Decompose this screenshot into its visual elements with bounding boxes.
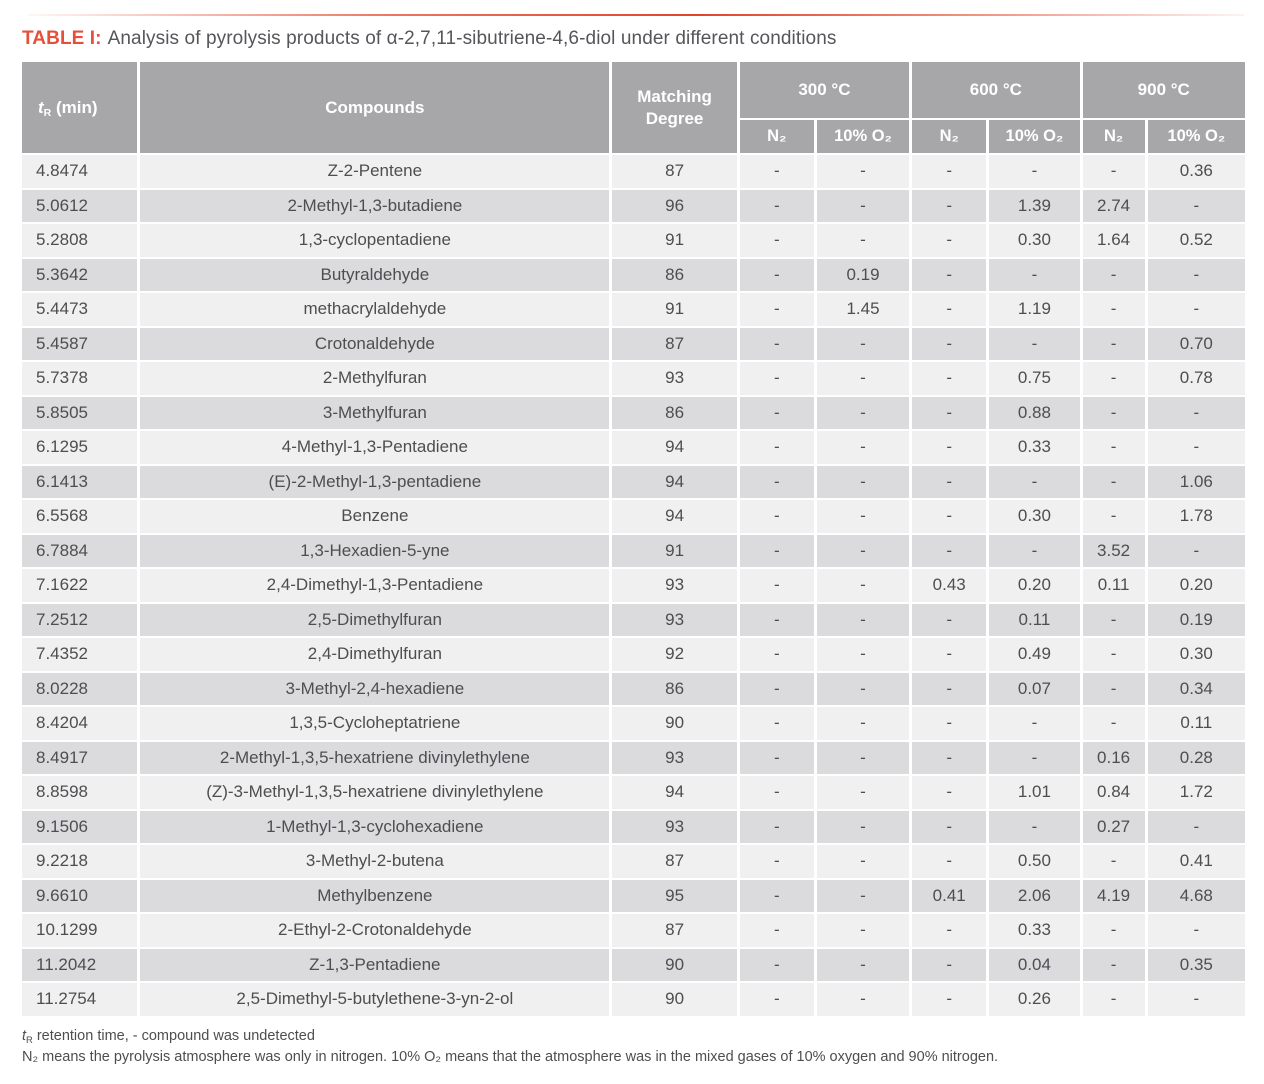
value-900-n2-cell: - — [1083, 707, 1145, 740]
value-600-o2-cell: 0.49 — [989, 638, 1079, 671]
value-600-o2-cell: - — [989, 328, 1079, 361]
value-600-n2-cell: - — [912, 397, 986, 430]
value-600-o2-cell: 0.30 — [989, 224, 1079, 257]
value-600-o2-cell: - — [989, 155, 1079, 188]
value-600-n2-cell: - — [912, 431, 986, 464]
value-600-o2-cell: - — [989, 259, 1079, 292]
value-600-o2-cell: 0.07 — [989, 673, 1079, 706]
header-temp-900c: 900 °C — [1083, 62, 1245, 118]
value-900-n2-cell: 4.19 — [1083, 880, 1145, 913]
value-300-o2-cell: - — [817, 707, 909, 740]
value-600-n2-cell: - — [912, 155, 986, 188]
compound-cell: 1,3-Hexadien-5-yne — [140, 535, 609, 568]
value-300-o2-cell: - — [817, 431, 909, 464]
value-300-n2-cell: - — [740, 466, 814, 499]
value-600-n2-cell: - — [912, 914, 986, 947]
value-900-n2-cell: - — [1083, 293, 1145, 326]
matching-degree-cell: 90 — [612, 707, 736, 740]
table-row — [22, 500, 1245, 533]
header-tr-unit: (min) — [51, 97, 98, 117]
compound-cell: Benzene — [140, 500, 609, 533]
header-matching-degree: Matching Degree — [612, 62, 736, 153]
value-300-o2-cell: 0.19 — [817, 259, 909, 292]
matching-degree-cell: 91 — [612, 224, 736, 257]
value-900-n2-cell: - — [1083, 328, 1145, 361]
value-300-n2-cell: - — [740, 983, 814, 1016]
value-300-n2-cell: - — [740, 638, 814, 671]
value-600-n2-cell: - — [912, 638, 986, 671]
value-600-n2-cell: - — [912, 742, 986, 775]
compound-cell: 2,5-Dimethylfuran — [140, 604, 609, 637]
value-600-n2-cell: - — [912, 328, 986, 361]
value-600-o2-cell: 0.50 — [989, 845, 1079, 878]
value-300-n2-cell: - — [740, 190, 814, 223]
table-row — [22, 466, 1245, 499]
retention-time-cell: 7.1622 — [22, 569, 137, 602]
matching-degree-cell: 93 — [612, 362, 736, 395]
compound-cell: Crotonaldehyde — [140, 328, 609, 361]
matching-degree-cell: 87 — [612, 328, 736, 361]
value-900-o2-cell: 1.06 — [1148, 466, 1245, 499]
compound-cell: 1-Methyl-1,3-cyclohexadiene — [140, 811, 609, 844]
value-900-n2-cell: 2.74 — [1083, 190, 1145, 223]
value-900-n2-cell: - — [1083, 397, 1145, 430]
retention-time-cell: 4.8474 — [22, 155, 137, 188]
value-900-o2-cell: 0.41 — [1148, 845, 1245, 878]
retention-time-cell: 6.7884 — [22, 535, 137, 568]
value-300-o2-cell: - — [817, 983, 909, 1016]
retention-time-cell: 5.4587 — [22, 328, 137, 361]
value-600-n2-cell: - — [912, 535, 986, 568]
value-900-n2-cell: 0.27 — [1083, 811, 1145, 844]
value-900-n2-cell: - — [1083, 259, 1145, 292]
value-300-o2-cell: - — [817, 397, 909, 430]
value-300-n2-cell: - — [740, 569, 814, 602]
compound-cell: 3-Methyl-2,4-hexadiene — [140, 673, 609, 706]
value-900-o2-cell: 0.70 — [1148, 328, 1245, 361]
compound-cell: 1,3-cyclopentadiene — [140, 224, 609, 257]
value-300-o2-cell: - — [817, 880, 909, 913]
value-900-o2-cell: 0.78 — [1148, 362, 1245, 395]
table-row — [22, 811, 1245, 844]
value-600-n2-cell: - — [912, 673, 986, 706]
value-600-o2-cell: 0.33 — [989, 431, 1079, 464]
compound-cell: 2-Methyl-1,3-butadiene — [140, 190, 609, 223]
header-retention-time — [22, 62, 137, 153]
matching-degree-cell: 90 — [612, 949, 736, 982]
value-300-n2-cell: - — [740, 155, 814, 188]
value-900-n2-cell: - — [1083, 845, 1145, 878]
table-row — [22, 362, 1245, 395]
matching-degree-cell: 87 — [612, 845, 736, 878]
value-900-n2-cell: - — [1083, 949, 1145, 982]
value-900-o2-cell: 4.68 — [1148, 880, 1245, 913]
compound-cell: 4-Methyl-1,3-Pentadiene — [140, 431, 609, 464]
value-300-n2-cell: - — [740, 949, 814, 982]
value-300-o2-cell: - — [817, 638, 909, 671]
compound-cell: 2,5-Dimethyl-5-butylethene-3-yn-2-ol — [140, 983, 609, 1016]
value-600-o2-cell: - — [989, 535, 1079, 568]
value-900-o2-cell: 0.34 — [1148, 673, 1245, 706]
table-row — [22, 604, 1245, 637]
value-600-o2-cell: 1.39 — [989, 190, 1079, 223]
retention-time-cell: 11.2754 — [22, 983, 137, 1016]
retention-time-cell: 8.4917 — [22, 742, 137, 775]
retention-time-cell: 6.5568 — [22, 500, 137, 533]
value-900-o2-cell: 0.19 — [1148, 604, 1245, 637]
value-600-n2-cell: - — [912, 293, 986, 326]
value-600-o2-cell: 1.01 — [989, 776, 1079, 809]
value-600-n2-cell: - — [912, 845, 986, 878]
value-600-n2-cell: - — [912, 604, 986, 637]
value-900-n2-cell: 0.11 — [1083, 569, 1145, 602]
compound-cell: 2,4-Dimethyl-1,3-Pentadiene — [140, 569, 609, 602]
value-600-o2-cell: - — [989, 742, 1079, 775]
retention-time-cell: 9.6610 — [22, 880, 137, 913]
value-300-o2-cell: - — [817, 949, 909, 982]
value-600-n2-cell: - — [912, 190, 986, 223]
retention-time-cell: 5.0612 — [22, 190, 137, 223]
compound-cell: Z-1,3-Pentadiene — [140, 949, 609, 982]
matching-degree-cell: 93 — [612, 811, 736, 844]
table-row — [22, 259, 1245, 292]
value-300-o2-cell: - — [817, 224, 909, 257]
value-900-o2-cell: 0.52 — [1148, 224, 1245, 257]
value-300-o2-cell: - — [817, 466, 909, 499]
value-900-n2-cell: - — [1083, 500, 1145, 533]
value-300-n2-cell: - — [740, 845, 814, 878]
value-900-o2-cell: - — [1148, 293, 1245, 326]
header-compounds: Compounds — [140, 62, 609, 153]
value-600-o2-cell: 2.06 — [989, 880, 1079, 913]
value-900-o2-cell: - — [1148, 259, 1245, 292]
matching-degree-cell: 94 — [612, 466, 736, 499]
value-600-n2-cell: 0.43 — [912, 569, 986, 602]
compound-cell: 1,3,5-Cycloheptatriene — [140, 707, 609, 740]
matching-degree-cell: 86 — [612, 259, 736, 292]
table-row — [22, 569, 1245, 602]
value-300-o2-cell: - — [817, 362, 909, 395]
footnote-retention — [22, 1026, 998, 1047]
matching-degree-cell: 95 — [612, 880, 736, 913]
value-900-o2-cell: - — [1148, 914, 1245, 947]
value-600-o2-cell: 0.33 — [989, 914, 1079, 947]
table-caption — [22, 28, 837, 50]
value-300-o2-cell: - — [817, 155, 909, 188]
value-900-n2-cell: - — [1083, 914, 1145, 947]
footnote-tr-subscript: R — [26, 1034, 33, 1046]
value-600-n2-cell: - — [912, 707, 986, 740]
value-300-n2-cell: - — [740, 362, 814, 395]
footnote-atmosphere: N₂ means the pyrolysis atmosphere was only in nitrogen. 10% O₂ means that the atmosphere was in the mixed gases of 10% oxygen and 90% nitrogen. — [22, 1049, 999, 1066]
value-900-n2-cell: 0.16 — [1083, 742, 1145, 775]
subheader-n2-600: N₂ — [912, 120, 986, 153]
footnote-tr-symbol: t — [22, 1028, 27, 1044]
table-row — [22, 776, 1245, 809]
table-header — [22, 62, 1245, 153]
value-300-n2-cell: - — [740, 397, 814, 430]
value-900-o2-cell: - — [1148, 431, 1245, 464]
retention-time-cell: 5.2808 — [22, 224, 137, 257]
value-300-n2-cell: - — [740, 500, 814, 533]
matching-degree-cell: 93 — [612, 742, 736, 775]
retention-time-cell: 6.1413 — [22, 466, 137, 499]
table-row — [22, 535, 1245, 568]
retention-time-cell: 7.2512 — [22, 604, 137, 637]
matching-degree-cell: 94 — [612, 431, 736, 464]
matching-degree-cell: 87 — [612, 155, 736, 188]
value-300-n2-cell: - — [740, 914, 814, 947]
retention-time-cell: 8.0228 — [22, 673, 137, 706]
header-tr-subscript: R — [43, 107, 52, 120]
compound-cell: (E)-2-Methyl-1,3-pentadiene — [140, 466, 609, 499]
value-300-o2-cell: - — [817, 914, 909, 947]
subheader-n2-300: N₂ — [740, 120, 814, 153]
subheader-o2-900: 10% O₂ — [1148, 120, 1245, 153]
matching-degree-cell: 87 — [612, 914, 736, 947]
matching-degree-cell: 90 — [612, 983, 736, 1016]
footnote-retention-text: retention time, - compound was undetected — [32, 1028, 315, 1044]
table-row — [22, 397, 1245, 430]
value-300-o2-cell: - — [817, 845, 909, 878]
table-row — [22, 638, 1245, 671]
value-600-n2-cell: - — [912, 949, 986, 982]
value-900-o2-cell: 0.20 — [1148, 569, 1245, 602]
header-temp-300c: 300 °C — [740, 62, 909, 118]
top-divider-rule — [28, 14, 1244, 16]
value-300-n2-cell: - — [740, 604, 814, 637]
header-row-groups — [22, 62, 1245, 118]
retention-time-cell: 9.2218 — [22, 845, 137, 878]
compound-cell: methacrylaldehyde — [140, 293, 609, 326]
matching-degree-cell: 94 — [612, 776, 736, 809]
matching-degree-cell: 91 — [612, 293, 736, 326]
value-900-o2-cell: 0.35 — [1148, 949, 1245, 982]
value-300-o2-cell: - — [817, 742, 909, 775]
value-900-o2-cell: - — [1148, 983, 1245, 1016]
table-row — [22, 880, 1245, 913]
matching-degree-cell: 93 — [612, 604, 736, 637]
value-600-n2-cell: - — [912, 500, 986, 533]
value-900-n2-cell: - — [1083, 362, 1145, 395]
table-row — [22, 742, 1245, 775]
value-600-o2-cell: - — [989, 707, 1079, 740]
value-600-o2-cell: 0.88 — [989, 397, 1079, 430]
retention-time-cell: 11.2042 — [22, 949, 137, 982]
value-600-o2-cell: 0.20 — [989, 569, 1079, 602]
matching-degree-cell: 92 — [612, 638, 736, 671]
header-temp-600c: 600 °C — [912, 62, 1079, 118]
value-600-o2-cell: 0.30 — [989, 500, 1079, 533]
value-300-o2-cell: - — [817, 500, 909, 533]
value-900-n2-cell: - — [1083, 155, 1145, 188]
compound-cell: 2-Methyl-1,3,5-hexatriene divinylethylene — [140, 742, 609, 775]
table-row — [22, 293, 1245, 326]
value-900-n2-cell: 0.84 — [1083, 776, 1145, 809]
retention-time-cell: 10.1299 — [22, 914, 137, 947]
value-300-o2-cell: - — [817, 569, 909, 602]
header-tr-symbol: t — [38, 97, 44, 117]
value-900-o2-cell: 1.78 — [1148, 500, 1245, 533]
compound-cell: 3-Methylfuran — [140, 397, 609, 430]
table-body — [22, 155, 1245, 1016]
compound-cell: Methylbenzene — [140, 880, 609, 913]
value-600-n2-cell: - — [912, 259, 986, 292]
value-300-n2-cell: - — [740, 535, 814, 568]
compound-cell: Butyraldehyde — [140, 259, 609, 292]
value-900-n2-cell: - — [1083, 431, 1145, 464]
value-300-n2-cell: - — [740, 673, 814, 706]
pyrolysis-products-table — [19, 60, 1248, 1018]
retention-time-cell: 7.4352 — [22, 638, 137, 671]
table-row — [22, 224, 1245, 257]
compound-cell: 3-Methyl-2-butena — [140, 845, 609, 878]
table-row — [22, 914, 1245, 947]
subheader-o2-600: 10% O₂ — [989, 120, 1079, 153]
value-300-n2-cell: - — [740, 328, 814, 361]
value-600-n2-cell: 0.41 — [912, 880, 986, 913]
subheader-o2-300: 10% O₂ — [817, 120, 909, 153]
table-row — [22, 949, 1245, 982]
value-900-n2-cell: 1.64 — [1083, 224, 1145, 257]
compound-cell: 2-Methylfuran — [140, 362, 609, 395]
value-300-o2-cell: - — [817, 811, 909, 844]
table-row — [22, 707, 1245, 740]
matching-degree-cell: 86 — [612, 673, 736, 706]
retention-time-cell: 6.1295 — [22, 431, 137, 464]
matching-degree-cell: 93 — [612, 569, 736, 602]
value-600-o2-cell: - — [989, 466, 1079, 499]
table-row — [22, 328, 1245, 361]
value-900-o2-cell: 0.36 — [1148, 155, 1245, 188]
table-row — [22, 845, 1245, 878]
value-600-o2-cell: 0.26 — [989, 983, 1079, 1016]
compound-cell: 2-Ethyl-2-Crotonaldehyde — [140, 914, 609, 947]
table-caption-text: Analysis of pyrolysis products of α-2,7,11-sibutriene-4,6-diol under different conditions — [107, 28, 837, 49]
table-row — [22, 673, 1245, 706]
compound-cell: (Z)-3-Methyl-1,3,5-hexatriene divinylethylene — [140, 776, 609, 809]
value-900-o2-cell: - — [1148, 397, 1245, 430]
table-row — [22, 190, 1245, 223]
value-300-n2-cell: - — [740, 707, 814, 740]
retention-time-cell: 5.7378 — [22, 362, 137, 395]
value-900-o2-cell: - — [1148, 811, 1245, 844]
value-900-o2-cell: - — [1148, 190, 1245, 223]
value-600-o2-cell: 1.19 — [989, 293, 1079, 326]
value-900-n2-cell: - — [1083, 983, 1145, 1016]
value-900-o2-cell: 1.72 — [1148, 776, 1245, 809]
table-row — [22, 431, 1245, 464]
value-300-o2-cell: - — [817, 535, 909, 568]
value-300-n2-cell: - — [740, 293, 814, 326]
value-600-n2-cell: - — [912, 811, 986, 844]
value-300-n2-cell: - — [740, 431, 814, 464]
subheader-n2-900: N₂ — [1083, 120, 1145, 153]
value-600-o2-cell: 0.04 — [989, 949, 1079, 982]
value-300-n2-cell: - — [740, 224, 814, 257]
value-900-n2-cell: - — [1083, 638, 1145, 671]
value-300-o2-cell: - — [817, 190, 909, 223]
value-300-o2-cell: - — [817, 673, 909, 706]
value-600-o2-cell: 0.11 — [989, 604, 1079, 637]
footnotes — [22, 1026, 998, 1068]
value-300-n2-cell: - — [740, 811, 814, 844]
matching-degree-cell: 94 — [612, 500, 736, 533]
value-600-n2-cell: - — [912, 466, 986, 499]
retention-time-cell: 8.4204 — [22, 707, 137, 740]
value-300-n2-cell: - — [740, 776, 814, 809]
value-900-n2-cell: 3.52 — [1083, 535, 1145, 568]
table-row — [22, 983, 1245, 1016]
value-300-o2-cell: 1.45 — [817, 293, 909, 326]
value-900-n2-cell: - — [1083, 466, 1145, 499]
value-900-n2-cell: - — [1083, 673, 1145, 706]
compound-cell: 2,4-Dimethylfuran — [140, 638, 609, 671]
value-600-o2-cell: 0.75 — [989, 362, 1079, 395]
value-300-o2-cell: - — [817, 328, 909, 361]
value-900-o2-cell: 0.11 — [1148, 707, 1245, 740]
matching-degree-cell: 96 — [612, 190, 736, 223]
value-600-n2-cell: - — [912, 983, 986, 1016]
value-900-o2-cell: 0.30 — [1148, 638, 1245, 671]
value-900-o2-cell: 0.28 — [1148, 742, 1245, 775]
value-300-o2-cell: - — [817, 776, 909, 809]
matching-degree-cell: 86 — [612, 397, 736, 430]
value-300-n2-cell: - — [740, 880, 814, 913]
table-caption-label: TABLE I: — [22, 28, 102, 49]
value-300-n2-cell: - — [740, 259, 814, 292]
table-row — [22, 155, 1245, 188]
value-900-n2-cell: - — [1083, 604, 1145, 637]
retention-time-cell: 5.8505 — [22, 397, 137, 430]
value-300-n2-cell: - — [740, 742, 814, 775]
value-600-n2-cell: - — [912, 224, 986, 257]
value-300-o2-cell: - — [817, 604, 909, 637]
value-600-n2-cell: - — [912, 776, 986, 809]
matching-degree-cell: 91 — [612, 535, 736, 568]
value-900-o2-cell: - — [1148, 535, 1245, 568]
value-600-n2-cell: - — [912, 362, 986, 395]
retention-time-cell: 9.1506 — [22, 811, 137, 844]
value-600-o2-cell: - — [989, 811, 1079, 844]
retention-time-cell: 8.8598 — [22, 776, 137, 809]
compound-cell: Z-2-Pentene — [140, 155, 609, 188]
retention-time-cell: 5.4473 — [22, 293, 137, 326]
retention-time-cell: 5.3642 — [22, 259, 137, 292]
